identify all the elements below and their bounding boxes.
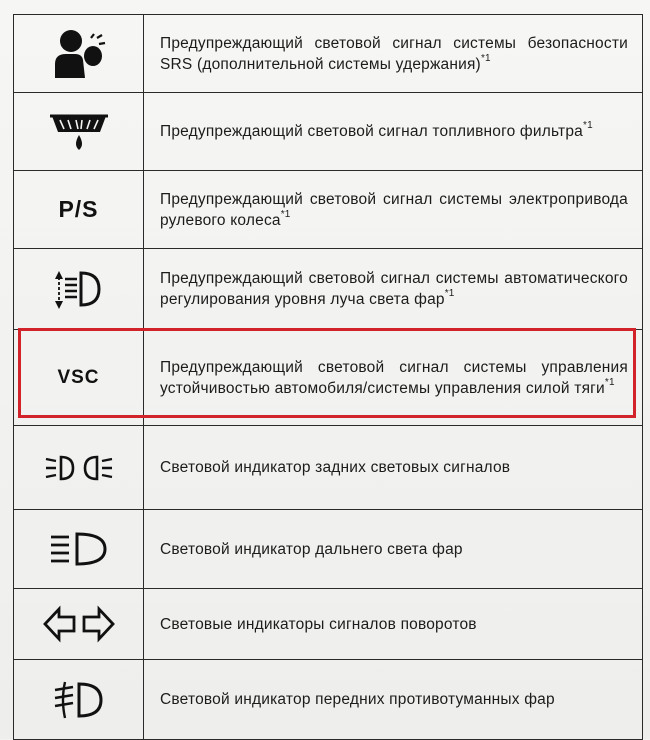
- turn-signal-icon: [42, 604, 116, 644]
- icon-cell: [14, 15, 144, 92]
- table-row-highlighted: [13, 330, 643, 426]
- icon-cell: [14, 510, 144, 588]
- row-description: Световой индикатор дальнего света фар: [160, 540, 463, 558]
- icon-cell: [14, 589, 144, 659]
- fuel-filter-icon: [48, 108, 110, 156]
- airbag-person-icon: [49, 28, 109, 80]
- table-row: [13, 171, 643, 249]
- table-row: [13, 15, 643, 93]
- table-row: [13, 249, 643, 330]
- row-description: Предупреждающий световой сигнал системы автоматического регулирования уровня луча света фар$^{*1}$: [160, 270, 628, 308]
- table-row: [13, 426, 643, 510]
- icon-cell: [14, 249, 144, 329]
- icon-cell: [14, 330, 144, 425]
- tail-lights-icon: [43, 451, 115, 485]
- indicator-table: [13, 14, 643, 740]
- front-fog-light-icon: [49, 678, 109, 722]
- row-description: Световой индикатор передних противотуманных фар: [160, 691, 555, 708]
- row-description: Предупреждающий световой сигнал системы электропривода рулевого колеса$^{*1}$: [160, 190, 628, 229]
- vsc-label: VSC: [57, 366, 100, 388]
- row-description: Предупреждающий световой сигнал системы управления устойчивостью автомобиля/системы управления силой тяги$^{*1}$: [160, 358, 628, 397]
- row-description: Предупреждающий световой сигнал топливного фильтра$^{*1}$: [160, 120, 593, 140]
- table-row: [13, 93, 643, 171]
- icon-cell: [14, 660, 144, 739]
- row-description: Предупреждающий световой сигнал системы безопасности SRS (дополнительной системы удержания)$^{*1}$: [160, 34, 628, 73]
- table-row: [13, 510, 643, 589]
- high-beam-icon: [47, 529, 111, 569]
- table-row: [13, 589, 643, 660]
- headlight-leveling-icon: [51, 263, 107, 315]
- icon-cell: [14, 426, 144, 509]
- ps-label: P/S: [58, 196, 99, 222]
- table-row: [13, 660, 643, 740]
- row-description: Световой индикатор задних световых сигналов: [160, 459, 511, 476]
- icon-cell: [14, 171, 144, 248]
- icon-cell: [14, 93, 144, 170]
- row-description: Световые индикаторы сигналов поворотов: [160, 615, 477, 633]
